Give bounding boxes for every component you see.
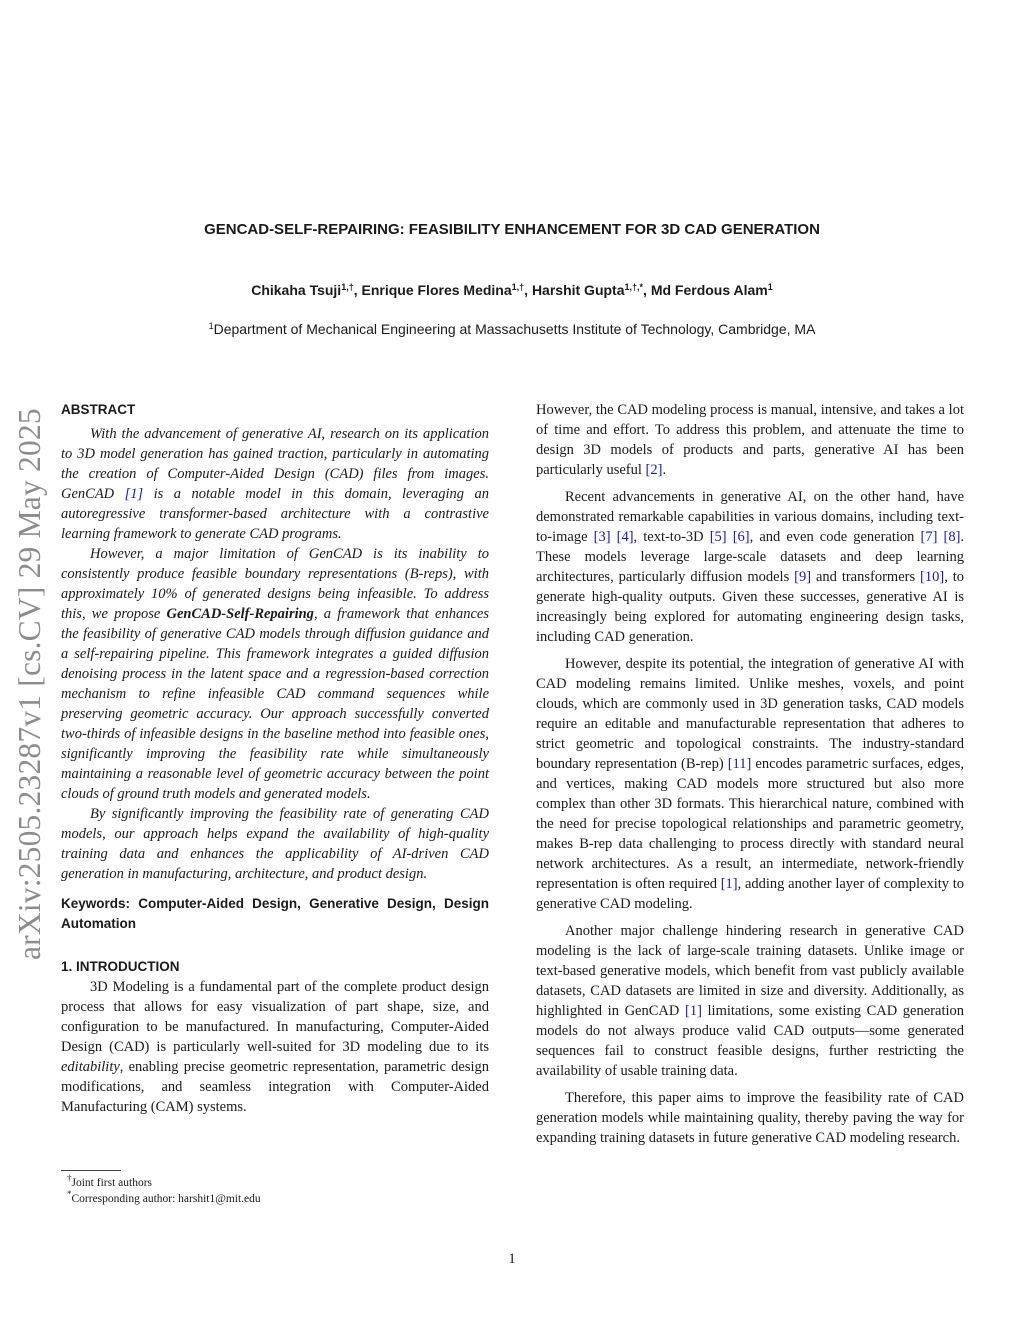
author-marks: 1 [767,282,773,292]
author-name: Chikaha Tsuji [251,282,342,298]
page-number: 1 [508,1251,516,1267]
citation-link[interactable]: [7] [920,529,938,545]
citation-link[interactable]: [1] [720,876,738,892]
affiliation-mark: 1 [208,321,214,331]
text-run: Another major challenge hindering research in generative CAD modeling is the lack of large-scale training datasets. Unlike image or text-based generative models, which benefit from vast publicly available datasets, CAD datasets are limited in size and diversity. Additionally, as highlighted in GenCAD [536,923,964,1019]
text-run: . These models leverage large-scale datasets and deep learning architectures, particularly diffusion models [536,529,965,585]
text-run: . [662,462,667,478]
citation-link[interactable]: [2] [645,462,663,478]
text-run: , and even code generation [749,529,921,545]
footnotes [61,1170,489,1207]
arxiv-identifier-stamp: arXiv:2505.23287v1 [cs.CV] 29 May 2025 [12,408,47,960]
citation-link[interactable]: [4] [616,529,634,545]
footnote [61,1191,489,1207]
body-paragraph [536,654,964,914]
text-run: , a framework that enhances the feasibility of generative CAD models through diffusion guidance and a self-repairing pipeline. This framework integrates a guided diffusion denoising process in the latent space and a regression-based correction mechanism to refine infeasible CAD command sequences while preserving geometric accuracy. Our approach successfully converted two-thirds of infeasible designs in the baseline method into feasible ones, significantly improving the feasibility rate while simultaneously maintaining a reasonable level of geometric accuracy between the point clouds of ground truth models and generated models. [61,606,489,802]
text-run: , text-to-3D [633,529,710,545]
citation-link[interactable]: [1] [124,486,144,502]
body-paragraph [61,977,489,1117]
body-paragraph: Therefore, this paper aims to improve the feasibility rate of CAD generation models while maintaining quality, thereby paving the way for expanding training datasets in future generative CAD modeling research. [536,1090,964,1146]
keywords: Keywords: Computer-Aided Design, Generative Design, Design Automation [61,896,489,931]
left-column [61,400,489,1117]
abstract-paragraph: By significantly improving the feasibility rate of generating CAD models, our approach helps expand the availability of high-quality training data and enhances the applicability of AI-driven CAD generation in manufacturing, architecture, and product design. [61,806,489,882]
introduction-heading: 1. INTRODUCTION [61,959,180,974]
framework-name: GenCAD-Self-Repairing [166,606,314,622]
text-run: However, the CAD modeling process is manual, intensive, and takes a lot of time and effort. To address this problem, and attenuate the time to design 3D models of products and parts, generative AI has been particularly useful [536,402,964,478]
citation-link[interactable]: [8] [943,529,961,545]
footnote-text: Corresponding author: harshit1@mit.edu [71,1193,261,1205]
citation-link[interactable]: [3] [593,529,611,545]
footnote-mark: † [67,1173,72,1183]
footnote-text: Joint first authors [71,1177,152,1189]
text-run: Recent advancements in generative AI, on the other hand, have demonstrated remarkable capabilities in various domains, including text-to-image [536,489,964,545]
text-run: , to generate high-quality outputs. Given these successes, generative AI is increasingly being explored for automating engineering design tasks, including CAD generation. [536,569,965,645]
text-run: , adding another layer of complexity to generative CAD modeling. [536,876,964,912]
author-marks: 1,† [341,282,354,292]
text-run: limitations, some existing CAD generation models do not always produce valid CAD outputs—some generated sequences fail to construct feasible designs, further restricting the availability of usable training data. [536,1003,965,1079]
body-paragraph [536,487,964,647]
citation-link[interactable]: [11] [727,756,752,772]
citation-link[interactable]: [1] [684,1003,702,1019]
citation-link[interactable]: [5] [709,529,727,545]
citation-link[interactable]: [6] [732,529,750,545]
right-column [536,400,964,1155]
paper-title: GENCAD-SELF-REPAIRING: FEASIBILITY ENHANCEMENT FOR 3D CAD GENERATION [204,221,820,238]
citation-link[interactable]: [10] [920,569,945,585]
text-run: is a notable model in this domain, leveraging an autoregressive transformer-based architecture with a contrastive learning framework to generate CAD programs. [61,486,489,542]
emphasis: editability [61,1059,120,1075]
text-run: , enabling precise geometric representation, parametric design modifications, and seamless integration with Computer-Aided Manufacturing (CAM) systems. [61,1059,489,1115]
affiliation-text: Department of Mechanical Engineering at Massachusetts Institute of Technology, Cambridge, MA [213,321,816,337]
author-marks: 1,†,* [624,282,644,292]
abstract-paragraph [61,544,489,804]
abstract-heading: ABSTRACT [61,402,136,417]
footnote-mark: * [67,1189,72,1199]
abstract-paragraph [61,424,489,544]
citation-link[interactable]: [9] [794,569,812,585]
body-paragraph [536,921,964,1081]
text-run: encodes parametric surfaces, edges, and vertices, making CAD models more structured but also more complex than other 3D formats. This hierarchical nature, combined with the need for precise topological relationships and parametric geometry, makes B-rep data challenging to process directly with standard neural network architectures. As a result, an intermediate, network-friendly representation is often required [536,756,964,892]
affiliation [0,321,1024,337]
text-run: However, a major limitation of GenCAD is its inability to consistently produce feasible boundary representations (B-reps), with approximately 10% of generated designs being infeasible. To address this, we propose [61,546,489,622]
author-name: Md Ferdous Alam [650,282,768,298]
author-name: Enrique Flores Medina [361,282,512,298]
abstract-section [61,400,489,884]
text-run: and transformers [811,569,921,585]
body-paragraph [536,400,964,480]
author-list: Chikaha Tsuji$^{1,\dagger}$, Enrique Flores Medina$^{1,\dagger}$, Harshit Gupta$^{1,\dagger,*}$, Md Ferdous Alam$^1$ [251,282,773,298]
text-run: 3D Modeling is a fundamental part of the complete product design process that allows for easy visualization of part shape, size, and configuration to be manufactured. In manufacturing, Computer-Aided Design (CAD) is particularly well-suited for 3D modeling due to its [61,979,489,1055]
author-marks: 1,† [511,282,525,292]
author-name: Harshit Gupta [531,282,625,298]
text-run: With the advancement of generative AI, research on its application to 3D model generation has gained traction, particularly in automating the creation of Computer-Aided Design (CAD) files from images. GenCAD [61,426,489,502]
footnote-rule [61,1170,121,1171]
footnote [61,1175,489,1191]
text-run: However, despite its potential, the integration of generative AI with CAD modeling remains limited. Unlike meshes, voxels, and point clouds, which are commonly used in 3D generation tasks, CAD models require an editable and manufacturable representation that adheres to strict geometric and topological constraints. The industry-standard boundary representation (B-rep) [536,656,964,772]
